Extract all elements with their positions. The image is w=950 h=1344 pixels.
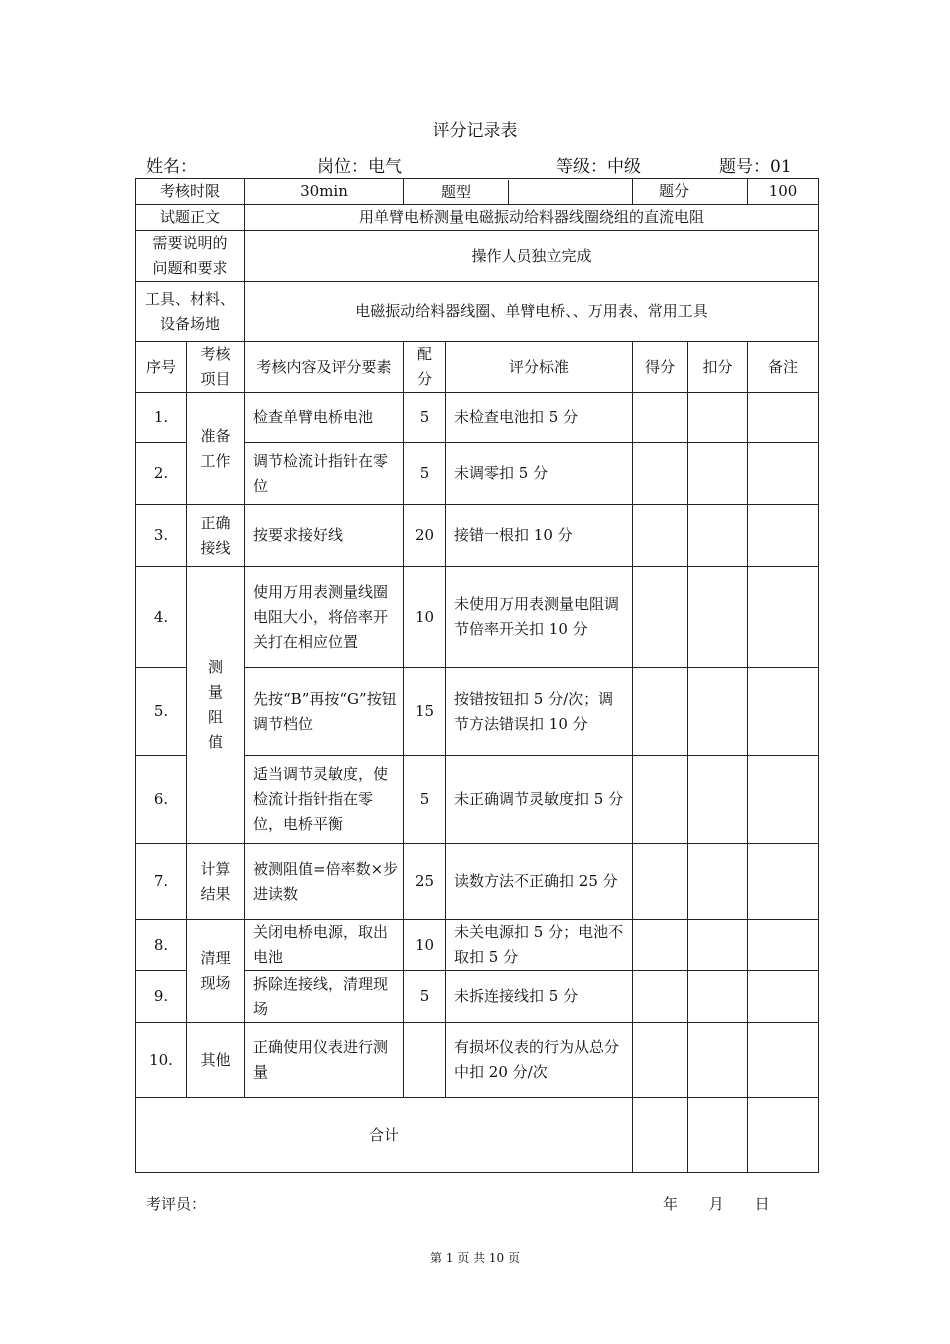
col-content: 考核内容及评分要素: [245, 342, 404, 393]
tools-value: 电磁振动给料器线圈、单臂电桥、、万用表、常用工具: [245, 282, 819, 342]
row-points: 10: [404, 920, 446, 971]
remark-cell: [748, 844, 819, 920]
deduct-cell: [688, 971, 748, 1023]
group-label: 其他: [187, 1023, 245, 1098]
col-got: 得分: [633, 342, 688, 393]
col-deduct: 扣分: [688, 342, 748, 393]
row-points: 5: [404, 393, 446, 443]
time-value: 30min: [245, 179, 404, 205]
info-row-requirements: [136, 231, 819, 282]
remark-cell: [748, 668, 819, 756]
deduct-cell: [688, 567, 748, 668]
row-standard: 按错按钮扣 5 分/次；调节方法错误扣 10 分: [446, 668, 633, 756]
remark-cell: [748, 1098, 819, 1173]
name-label: 姓名：: [146, 157, 197, 177]
got-cell: [633, 844, 688, 920]
row-points: [404, 1023, 446, 1098]
got-cell: [633, 1098, 688, 1173]
deduct-cell: [688, 756, 748, 844]
table-row: [136, 844, 819, 920]
deduct-cell: [688, 920, 748, 971]
type-value: [509, 180, 633, 204]
row-standard: 未调零扣 5 分: [446, 443, 633, 505]
got-cell: [633, 1023, 688, 1098]
row-content: 使用万用表测量线圈电阻大小，将倍率开关打在相应位置: [245, 567, 404, 668]
total-row: [136, 1098, 819, 1173]
score-value: 100: [748, 179, 819, 205]
time-label: 考核时限: [136, 179, 245, 205]
row-points: 5: [404, 443, 446, 505]
row-no: 3.: [136, 505, 187, 567]
got-cell: [633, 443, 688, 505]
row-points: 10: [404, 567, 446, 668]
row-points: 5: [404, 971, 446, 1023]
row-standard: 有损坏仪表的行为从总分中扣 20 分/次: [446, 1023, 633, 1098]
remark-cell: [748, 505, 819, 567]
row-content: 关闭电桥电源，取出电池: [245, 920, 404, 971]
group-label: 正确接线: [187, 505, 245, 567]
row-standard: 接错一根扣 10 分: [446, 505, 633, 567]
page-title: 评分记录表: [432, 121, 518, 141]
deduct-cell: [688, 505, 748, 567]
table-row: [136, 393, 819, 443]
row-content: 被测阻值=倍率数×步进读数: [245, 844, 404, 920]
deduct-cell: [688, 1098, 748, 1173]
row-points: 20: [404, 505, 446, 567]
table-row: [136, 567, 819, 668]
group-label: 测量阻值: [208, 658, 224, 751]
remark-cell: [748, 920, 819, 971]
col-no: 序号: [136, 342, 187, 393]
info-row-subject: [136, 205, 819, 231]
got-cell: [633, 505, 688, 567]
type-label: 题型: [404, 180, 509, 204]
row-no: 10.: [136, 1023, 187, 1098]
deduct-cell: [688, 393, 748, 443]
table-row: [136, 1023, 819, 1098]
score-label: 题分: [633, 179, 748, 205]
col-item: 考核项目: [187, 342, 245, 393]
got-cell: [633, 756, 688, 844]
deduct-cell: [688, 443, 748, 505]
group-label: 清理现场: [187, 920, 245, 1023]
row-content: 适当调节灵敏度，使检流计指针指在零位，电桥平衡: [245, 756, 404, 844]
row-no: 9.: [136, 971, 187, 1023]
row-content: 按要求接好线: [245, 505, 404, 567]
date-labels: [663, 1193, 796, 1214]
info-row-time: [136, 179, 819, 205]
remark-cell: [748, 756, 819, 844]
post-label: 岗位：电气: [317, 157, 402, 177]
row-no: 5.: [136, 668, 187, 756]
examiner-label: 考评员：: [146, 1195, 207, 1213]
table-row: [136, 920, 819, 971]
row-standard: 未使用万用表测量电阻调节倍率开关扣 10 分: [446, 567, 633, 668]
col-standard: 评分标准: [446, 342, 633, 393]
group-label: 准备工作: [187, 393, 245, 505]
row-no: 4.: [136, 567, 187, 668]
month-label: 月: [708, 1195, 724, 1213]
row-no: 6.: [136, 756, 187, 844]
row-no: 7.: [136, 844, 187, 920]
info-row-tools: [136, 282, 819, 342]
row-standard: 未正确调节灵敏度扣 5 分: [446, 756, 633, 844]
deduct-cell: [688, 668, 748, 756]
day-label: 日: [754, 1195, 770, 1213]
deduct-cell: [688, 844, 748, 920]
row-content: 正确使用仪表进行测量: [245, 1023, 404, 1098]
row-standard: 未拆连接线扣 5 分: [446, 971, 633, 1023]
type-subtable: [404, 180, 632, 204]
tools-label: 工具、材料、设备场地: [136, 282, 245, 342]
remark-cell: [748, 567, 819, 668]
row-content: 拆除连接线，清理现场: [245, 971, 404, 1023]
remark-cell: [748, 393, 819, 443]
got-cell: [633, 971, 688, 1023]
row-standard: 读数方法不正确扣 25 分: [446, 844, 633, 920]
deduct-cell: [688, 1023, 748, 1098]
row-points: 25: [404, 844, 446, 920]
row-no: 1.: [136, 393, 187, 443]
remark-cell: [748, 1023, 819, 1098]
got-cell: [633, 668, 688, 756]
got-cell: [633, 920, 688, 971]
got-cell: [633, 393, 688, 443]
requirements-value: 操作人员独立完成: [245, 231, 819, 282]
level-label: 等级：中级: [556, 157, 641, 177]
got-cell: [633, 567, 688, 668]
col-points: 配分: [404, 342, 446, 393]
row-no: 8.: [136, 920, 187, 971]
page-number: 第 1 页 共 10 页: [430, 1251, 520, 1265]
row-standard: 未关电源扣 5 分；电池不取扣 5 分: [446, 920, 633, 971]
score-record-table: [135, 178, 819, 1173]
row-content: 先按“B”再按“G”按钮调节档位: [245, 668, 404, 756]
row-no: 2.: [136, 443, 187, 505]
subject-value: 用单臂电桥测量电磁振动给料器线圈绕组的直流电阻: [245, 205, 819, 231]
group-label: 计算结果: [187, 844, 245, 920]
row-points: 15: [404, 668, 446, 756]
row-content: 调节检流计指针在零位: [245, 443, 404, 505]
subject-label: 试题正文: [136, 205, 245, 231]
requirements-label: 需要说明的问题和要求: [136, 231, 245, 282]
row-points: 5: [404, 756, 446, 844]
year-label: 年: [663, 1195, 679, 1213]
remark-cell: [748, 971, 819, 1023]
table-row: [136, 505, 819, 567]
question-number: 题号：01: [719, 157, 792, 177]
col-remark: 备注: [748, 342, 819, 393]
remark-cell: [748, 443, 819, 505]
row-content: 检查单臂电桥电池: [245, 393, 404, 443]
row-standard: 未检查电池扣 5 分: [446, 393, 633, 443]
column-header-row: [136, 342, 819, 393]
total-label: 合计: [136, 1098, 633, 1173]
